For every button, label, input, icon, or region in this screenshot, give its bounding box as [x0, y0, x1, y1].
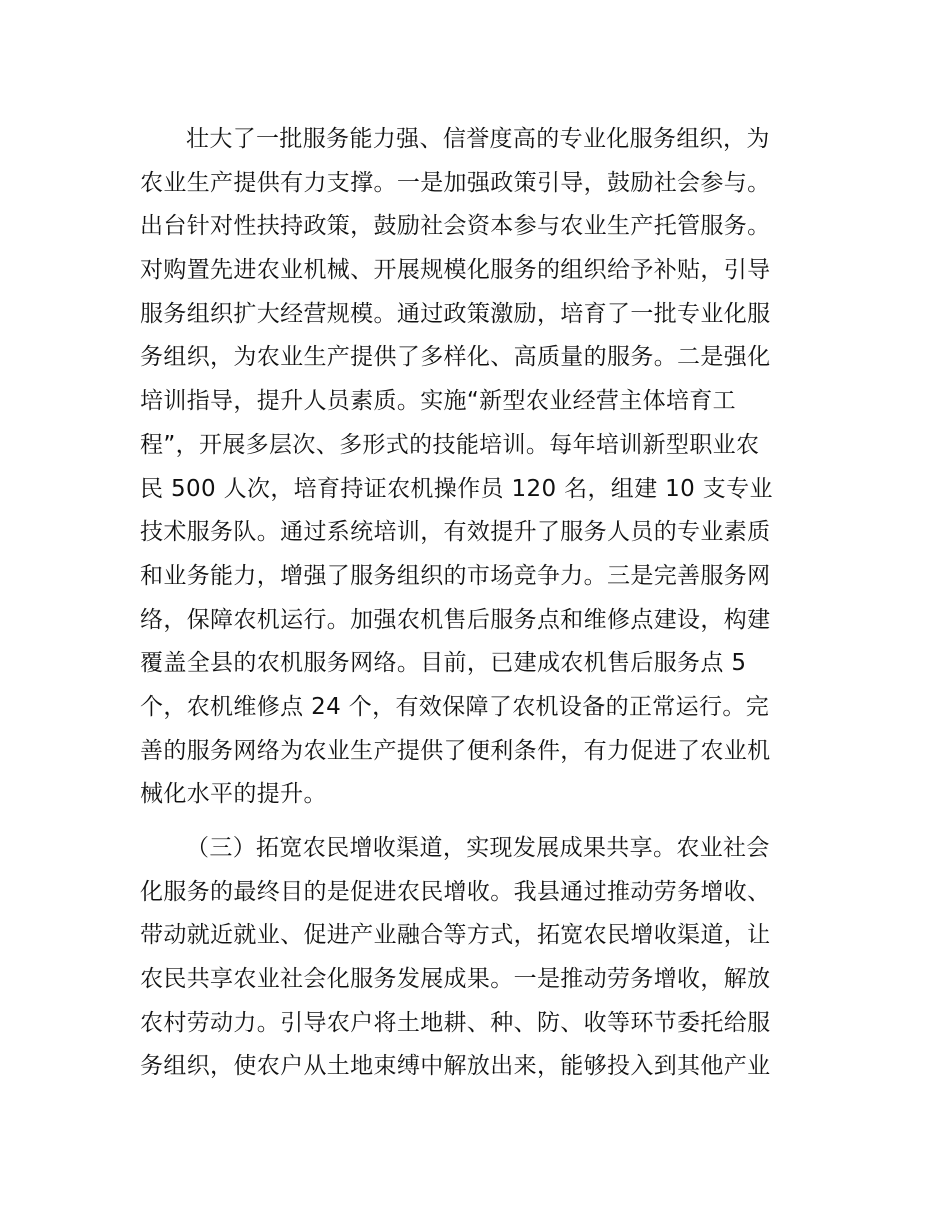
- text-line: 技术服务队。通过系统培训，有效提升了服务人员的专业素质: [140, 519, 771, 546]
- text-line: 农民共享农业社会化服务发展成果。一是推动劳务增收，解放: [140, 966, 771, 993]
- text-line: 络，保障农机运行。加强农机售后服务点和维修点建设，构建: [140, 606, 771, 633]
- text-line: 和业务能力，增强了服务组织的市场竞争力。三是完善服务网: [140, 562, 771, 589]
- text-line: 壮大了一批服务能力强、信誉度高的专业化服务组织，为: [186, 126, 770, 152]
- paragraph-service-organizations: [140, 118, 812, 817]
- text-line: 对购置先进农业机械、开展规模化服务的组织给予补贴，引导: [140, 257, 771, 284]
- text-line: 培训指导，提升人员素质。实施“新型农业经营主体培育工: [140, 388, 737, 415]
- text-line: 出台针对性扶持政策，鼓励社会资本参与农业生产托管服务。: [140, 213, 771, 240]
- section-heading-line: （三）拓宽农民增收渠道，实现发展成果共享。农业社会: [186, 835, 770, 861]
- text-line: 个，农机维修点 24 个，有效保障了农机设备的正常运行。完: [140, 693, 770, 720]
- text-line: 务组织，为农业生产提供了多样化、高质量的服务。二是强化: [140, 344, 771, 371]
- text-line: 服务组织扩大经营规模。通过政策激励，培育了一批专业化服: [140, 300, 771, 327]
- text-line: 民 500 人次，培育持证农机操作员 120 名，组建 10 支专业: [140, 475, 773, 502]
- text-line: 带动就近就业、促进产业融合等方式，拓宽农民增收渠道，让: [140, 922, 771, 949]
- document-body: [140, 118, 812, 1089]
- text-line: 化服务的最终目的是促进农民增收。我县通过推动劳务增收、: [140, 878, 771, 905]
- text-line: 务组织，使农户从土地束缚中解放出来，能够投入到其他产业: [140, 1053, 771, 1080]
- paragraph-spacer: [140, 817, 812, 827]
- text-line: 覆盖全县的农机服务网络。目前，已建成农机售后服务点 5: [140, 650, 747, 677]
- text-line: 械化水平的提升。: [140, 781, 327, 808]
- text-line: 善的服务网络为农业生产提供了便利条件，有力促进了农业机: [140, 737, 771, 764]
- text-line: 农业生产提供有力支撑。一是加强政策引导，鼓励社会参与。: [140, 169, 771, 196]
- text-line: 农村劳动力。引导农户将土地耕、种、防、收等环节委托给服: [140, 1009, 771, 1036]
- text-line: 程”，开展多层次、多形式的技能培训。每年培训新型职业农: [140, 431, 760, 458]
- paragraph-farmer-income: [140, 827, 812, 1089]
